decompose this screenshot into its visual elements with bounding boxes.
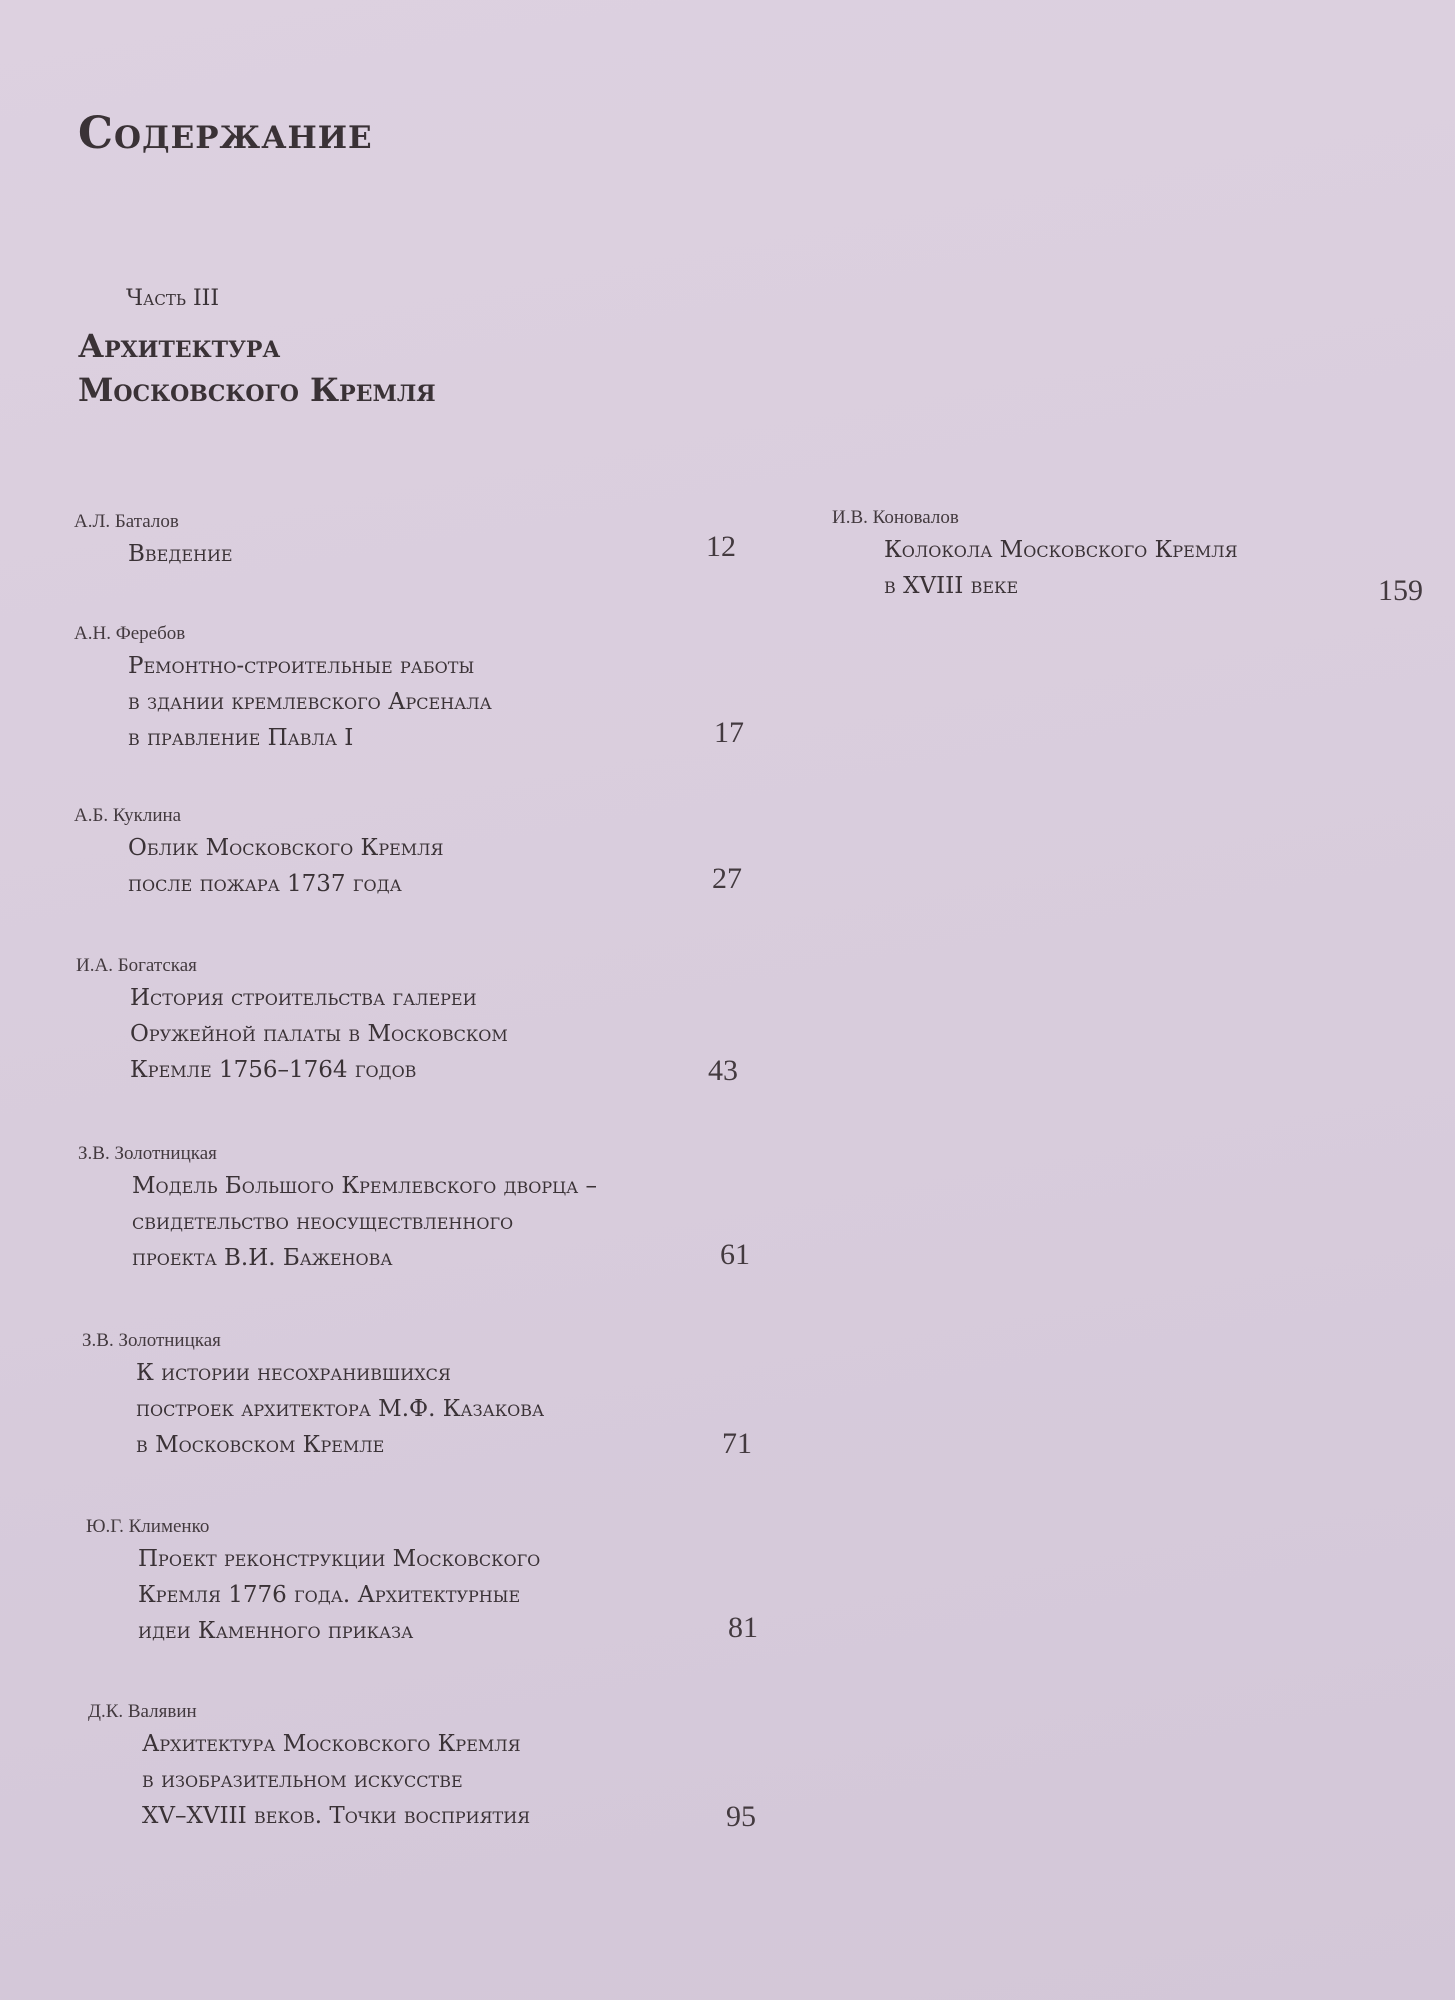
entry-author: А.Л. Баталов [74, 511, 179, 532]
entry-author: Ю.Г. Клименко [86, 1516, 210, 1537]
entry-title [142, 1726, 530, 1834]
part-title-line: Московского Кремля [78, 371, 436, 409]
entry-title-line: Оружейной палаты в Московском [130, 1021, 508, 1047]
entry-title-line: Введение [128, 541, 233, 567]
entry-author: З.В. Золотницкая [78, 1143, 217, 1164]
entry-page-number: 81 [728, 1611, 758, 1644]
toc-entry [74, 622, 774, 762]
toc-entry [78, 1142, 778, 1282]
entry-title [138, 1541, 540, 1649]
entry-title-line: Ремонтно-строительные работы [128, 653, 475, 679]
entry-author: И.В. Коновалов [832, 507, 959, 528]
entry-title [128, 830, 443, 902]
entry-title-line: К истории несохранившихся [136, 1360, 451, 1386]
entry-page-number: 27 [712, 862, 742, 895]
entry-page-number: 61 [720, 1238, 750, 1271]
entry-title-line: построек архитектора М.Ф. Казакова [136, 1396, 545, 1422]
part-label: Часть III [126, 286, 220, 311]
entry-author: А.Н. Феребов [74, 623, 186, 644]
toc-entry [88, 1700, 788, 1840]
entry-title-line: в здании кремлевского Арсенала [128, 689, 492, 715]
entry-title-line: Облик Московского Кремля [128, 835, 444, 861]
toc-entry [82, 1329, 782, 1469]
entry-page-number: 95 [726, 1800, 756, 1833]
entry-title-line: в XVIII веке [884, 573, 1019, 599]
entry-title-line: Колокола Московского Кремля [884, 537, 1238, 563]
entry-title-line: XV–XVIII веков. Точки восприятия [142, 1803, 531, 1829]
entry-title [136, 1355, 544, 1463]
entry-title-line: Архитектура Московского Кремля [142, 1731, 521, 1757]
entry-title-line: идеи Каменного приказа [138, 1618, 414, 1644]
entry-title-line: после пожара 1737 года [128, 871, 402, 897]
entry-author: А.Б. Куклина [74, 805, 182, 826]
entry-title-line: Модель Большого Кремлевского дворца – [132, 1173, 598, 1199]
entry-title [128, 536, 233, 572]
entry-page-number: 159 [1378, 574, 1423, 607]
entry-page-number: 71 [722, 1427, 752, 1460]
entry-author: И.А. Богатская [76, 955, 197, 976]
entry-title-line: проекта В.И. Баженова [132, 1245, 393, 1271]
part-title-line: Архитектура [78, 327, 281, 365]
page-title: Содержание [78, 108, 373, 159]
entry-title [884, 532, 1238, 604]
entry-page-number: 17 [714, 716, 744, 749]
toc-entry [74, 510, 774, 570]
entry-title-line: Проект реконструкции Московского [138, 1546, 541, 1572]
entry-author: Д.К. Валявин [88, 1701, 197, 1722]
toc-entry [832, 506, 1432, 616]
entry-page-number: 12 [706, 530, 736, 563]
entry-title-line: в Московском Кремле [136, 1432, 385, 1458]
entry-page-number: 43 [708, 1054, 738, 1087]
entry-author: З.В. Золотницкая [82, 1330, 221, 1351]
part-title [78, 324, 436, 412]
entry-title-line: История строительства галереи [130, 985, 477, 1011]
entry-title-line: в правление Павла I [128, 725, 354, 751]
entry-title [128, 648, 492, 756]
toc-entry [74, 804, 774, 904]
entry-title-line: Кремле 1756–1764 годов [130, 1057, 417, 1083]
entry-title [130, 980, 508, 1088]
entry-title [132, 1168, 597, 1276]
toc-entry [86, 1515, 786, 1655]
entry-title-line: в изобразительном искусстве [142, 1767, 463, 1793]
toc-entry [76, 954, 776, 1094]
entry-title-line: Кремля 1776 года. Архитектурные [138, 1582, 521, 1608]
entry-title-line: свидетельство неосуществленного [132, 1209, 514, 1235]
